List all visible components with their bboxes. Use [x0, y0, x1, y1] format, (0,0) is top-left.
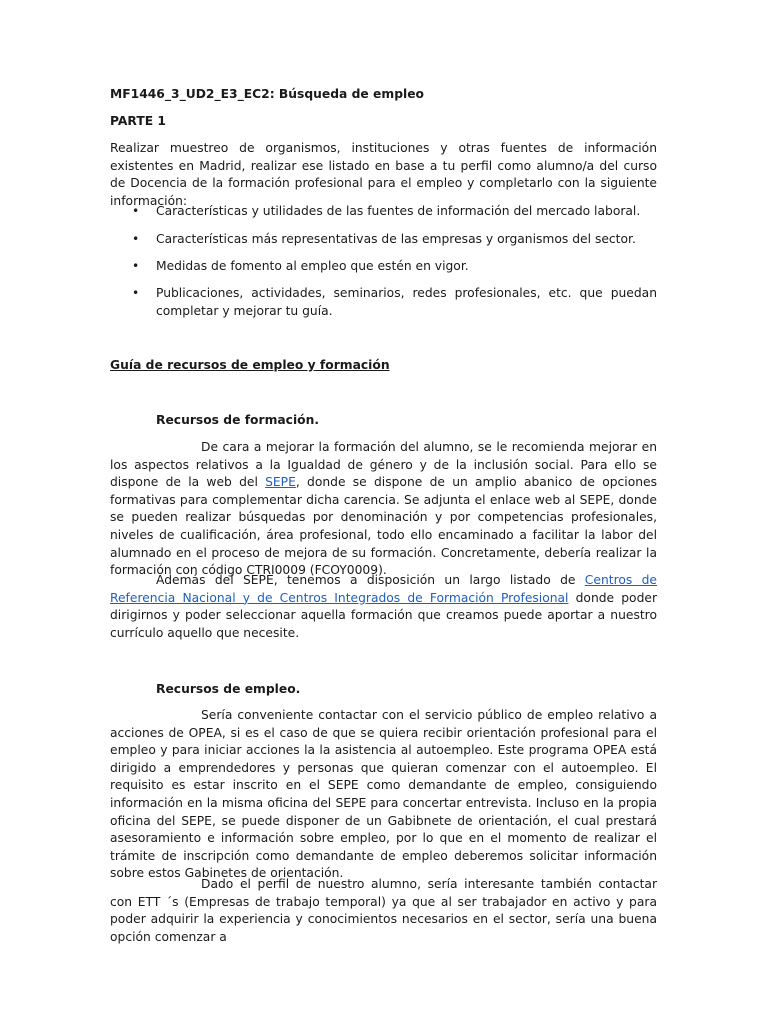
paragraph-text: , donde se dispone de un amplio abanico de opciones formativas para complementar dicha carencia. Se adjunta el enlace web al SEPE, donde se pueden realizar búsquedas por denominación y por competencias profesionales, niveles de cualificación, área profesional, todo ello encaminado a facilitar la labor del alumnado en el proceso de mejora de su formación. Concretamente, debería realizar la formación con código CTRI0009 (FCOY0009). — [110, 475, 657, 578]
training-paragraph-2 — [110, 572, 657, 642]
paragraph-text: Dado el perfil de nuestro alumno, sería interesante también contactar con ETT ´s (Empresas de trabajo temporal) ya que al ser trabajador en activo y para poder adquirir la experiencia y conocimientos necesarios en el sector, sería una buena opción comenzar a — [110, 877, 657, 944]
list-item — [110, 285, 657, 320]
employment-paragraph-1 — [110, 707, 657, 883]
requirements-list — [110, 203, 657, 221]
requirements-list — [110, 285, 657, 320]
employment-resources-heading: Recursos de empleo. — [156, 682, 301, 696]
sepe-link[interactable]: SEPE — [265, 475, 296, 490]
bullet-icon: • — [132, 204, 140, 218]
training-resources-heading: Recursos de formación. — [156, 413, 320, 427]
list-item-text: Medidas de fomento al empleo que estén en vigor. — [156, 259, 469, 273]
intro-paragraph: Realizar muestreo de organismos, instituciones y otras fuentes de información existentes en Madrid, realizar ese listado en base a tu perfil como alumno/a del curso de Docencia de la formación profesional para el empleo y completarlo con la siguiente información: — [110, 141, 657, 208]
list-item-text: Características más representativas de las empresas y organismos del sector. — [156, 232, 636, 246]
list-item-text: Características y utilidades de las fuentes de información del mercado laboral. — [156, 204, 641, 218]
reference-centers-link[interactable]: Centros de Referencia Nacional y de Centros Integrados de Formación Profesional — [110, 573, 657, 605]
list-item-text: Publicaciones, actividades, seminarios, redes profesionales, etc. que puedan completar y mejorar tu guía. — [156, 286, 657, 318]
paragraph-text: De cara a mejorar la formación del alumno, se le recomienda mejorar en los aspectos relativos a la Igualdad de género y de la inclusión social. Para ello se dispone de la web del — [110, 440, 657, 490]
bullet-icon: • — [132, 232, 140, 246]
paragraph-text: Además del SEPE, tenemos a disposición un largo listado de — [156, 573, 585, 587]
section-label: PARTE 1 — [110, 114, 166, 128]
list-item — [110, 258, 657, 276]
document-title: MF1446_3_UD2_E3_EC2: Búsqueda de empleo — [110, 87, 425, 101]
bullet-icon: • — [132, 286, 140, 300]
training-paragraph-1 — [110, 439, 657, 580]
employment-paragraph-2 — [110, 876, 657, 946]
paragraph-text: Sería conveniente contactar con el servicio público de empleo relativo a acciones de OPEA, si es el caso de que se quiera recibir orientación profesional para el empleo y para iniciar acciones la la asistencia al autoempleo. Este programa OPEA está dirigido a emprendedores y personas que quieran comenzar con el autoempleo. El requisito es estar inscrito en el SEPE como demandante de empleo, consiguiendo información en la misma oficina del SEPE para concertar entrevista. Incluso en la propia oficina del SEPE, se puede disponer de un Gabibnete de orientación, el cual prestará asesoramiento e información sobre empleo, por lo que en el momento de realizar el trámite de inscripción como demandante de empleo deberemos solicitar información sobre estos Gabinetes de orientación. — [110, 708, 657, 881]
requirements-list — [110, 258, 657, 276]
requirements-list — [110, 231, 657, 249]
bullet-icon: • — [132, 259, 140, 273]
list-item — [110, 203, 657, 221]
guide-heading: Guía de recursos de empleo y formación — [110, 358, 390, 372]
paragraph-text: donde poder dirigirnos y poder seleccionar aquella formación que creamos puede aportar a nuestro currículo aquello que necesite. — [110, 590, 657, 640]
list-item — [110, 231, 657, 249]
